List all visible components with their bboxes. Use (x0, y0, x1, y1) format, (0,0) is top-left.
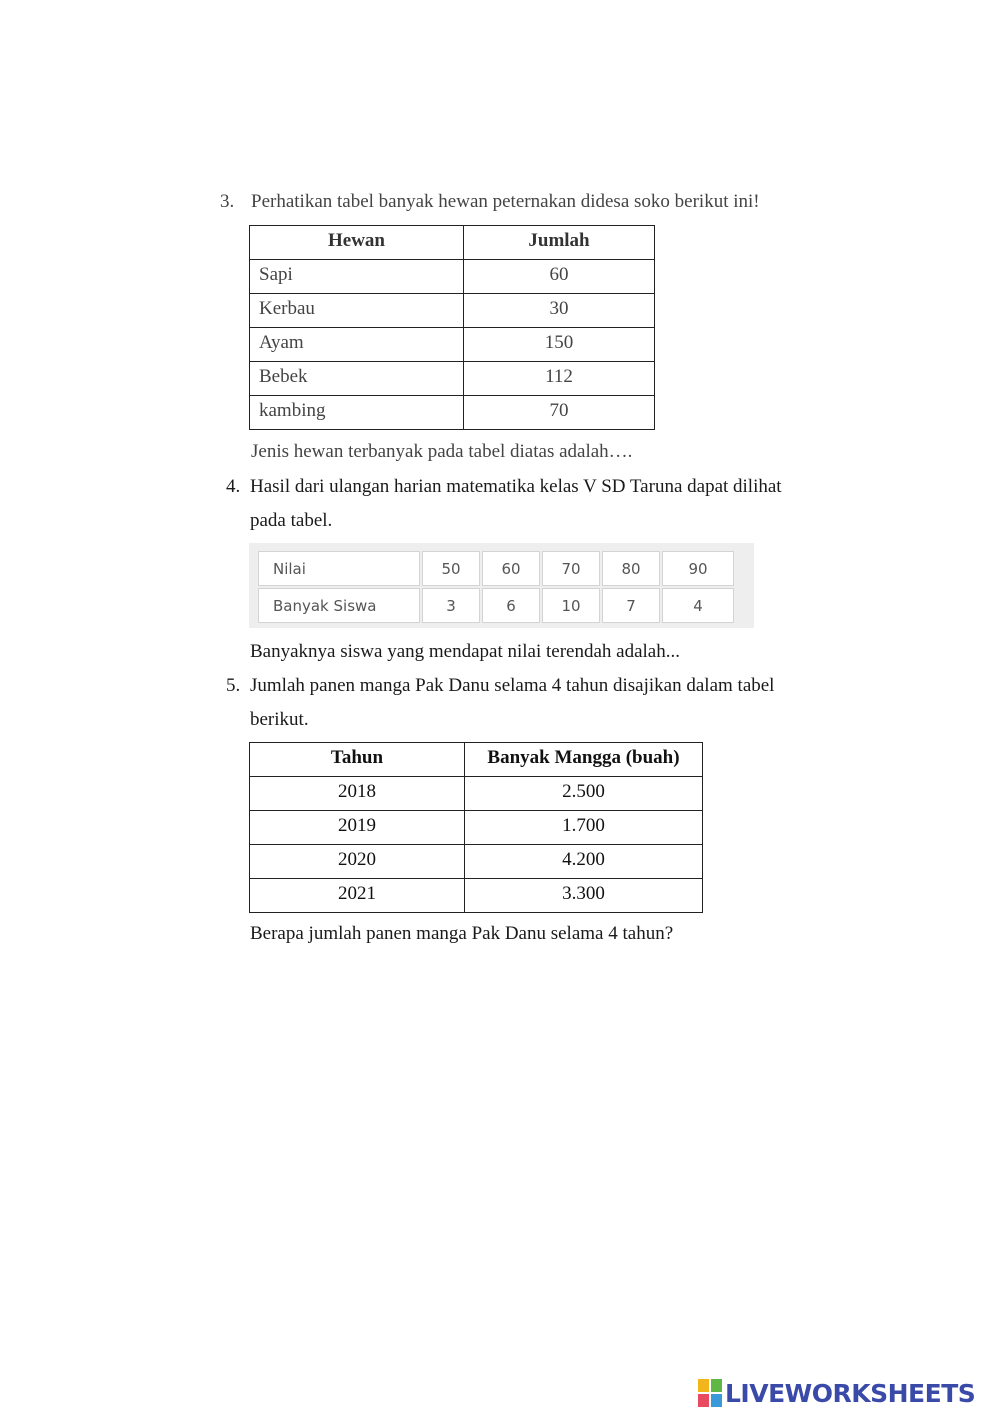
table-row (250, 777, 703, 811)
mango-count: 1.700 (465, 811, 703, 845)
animal-name: Sapi (250, 260, 464, 294)
q3-prompt: Perhatikan tabel banyak hewan peternakan didesa soko berikut ini! (251, 191, 760, 212)
q3-number: 3. (220, 191, 235, 212)
student-count: 6 (482, 588, 540, 623)
animal-count: 70 (464, 396, 655, 430)
q5-question: Berapa jumlah panen manga Pak Danu selama 4 tahun? (250, 923, 674, 944)
mango-count: 3.300 (465, 879, 703, 913)
scores-table-image (249, 543, 754, 628)
score-value: 90 (662, 551, 734, 586)
year: 2018 (250, 777, 465, 811)
q5-prompt-line2: berikut. (250, 709, 309, 730)
score-value: 60 (482, 551, 540, 586)
table-row (250, 811, 703, 845)
mango-table (249, 742, 703, 913)
student-count: 3 (422, 588, 480, 623)
logo-square (711, 1379, 722, 1392)
table-row (250, 294, 655, 328)
header-tahun: Tahun (250, 743, 465, 777)
animal-name: Kerbau (250, 294, 464, 328)
header-banyak-mangga: Banyak Mangga (buah) (465, 743, 703, 777)
mango-count: 4.200 (465, 845, 703, 879)
student-count: 10 (542, 588, 600, 623)
table-row (258, 551, 734, 586)
year: 2019 (250, 811, 465, 845)
table-row (250, 328, 655, 362)
table-row (258, 588, 734, 623)
header-hewan: Hewan (250, 226, 464, 260)
q5-prompt-line1: Jumlah panen manga Pak Danu selama 4 tahun disajikan dalam tabel (250, 675, 775, 696)
score-value: 50 (422, 551, 480, 586)
row-label-nilai: Nilai (258, 551, 420, 586)
year: 2021 (250, 879, 465, 913)
table-row (250, 396, 655, 430)
q3-question: Jenis hewan terbanyak pada tabel diatas adalah…. (251, 441, 633, 462)
year: 2020 (250, 845, 465, 879)
table-row (250, 362, 655, 396)
table-row (250, 879, 703, 913)
q5-number: 5. (226, 675, 241, 696)
score-value: 70 (542, 551, 600, 586)
mango-count: 2.500 (465, 777, 703, 811)
animals-table (249, 225, 655, 430)
animal-count: 150 (464, 328, 655, 362)
student-count: 7 (602, 588, 660, 623)
header-jumlah: Jumlah (464, 226, 655, 260)
scores-table (256, 549, 736, 625)
table-row (250, 260, 655, 294)
animal-count: 30 (464, 294, 655, 328)
animal-name: Ayam (250, 328, 464, 362)
liveworksheets-logo (698, 1378, 975, 1408)
student-count: 4 (662, 588, 734, 623)
score-value: 80 (602, 551, 660, 586)
table-header-row (250, 743, 703, 777)
q4-prompt-line1: Hasil dari ulangan harian matematika kelas V SD Taruna dapat dilihat (250, 476, 782, 497)
table-row (250, 845, 703, 879)
logo-square (698, 1379, 709, 1392)
animal-count: 112 (464, 362, 655, 396)
animal-name: kambing (250, 396, 464, 430)
q4-number: 4. (226, 476, 241, 497)
animal-count: 60 (464, 260, 655, 294)
logo-square (711, 1394, 722, 1407)
logo-text: LIVEWORKSHEETS (725, 1378, 976, 1408)
row-label-banyak-siswa: Banyak Siswa (258, 588, 420, 623)
q4-prompt-line2: pada tabel. (250, 510, 333, 531)
logo-square (698, 1394, 709, 1407)
logo-grid-icon (698, 1379, 722, 1407)
animal-name: Bebek (250, 362, 464, 396)
table-header-row (250, 226, 655, 260)
q4-question: Banyaknya siswa yang mendapat nilai terendah adalah... (250, 641, 680, 662)
